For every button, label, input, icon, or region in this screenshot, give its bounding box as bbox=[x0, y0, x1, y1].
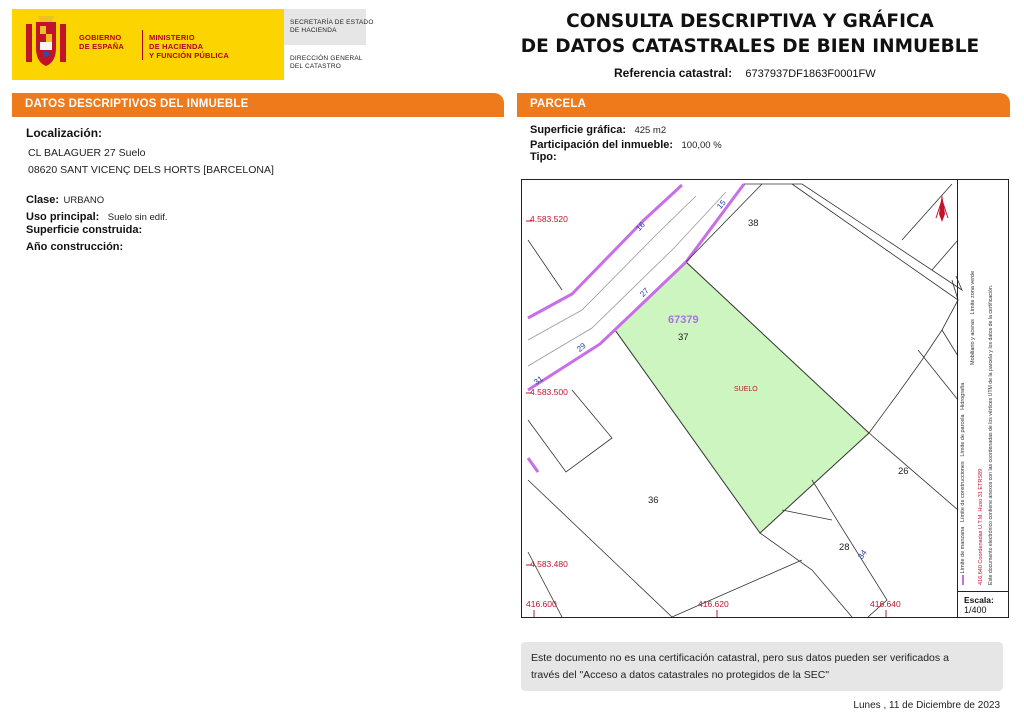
boundary-west3 bbox=[528, 240, 562, 290]
participacion-label: Participación del inmueble: bbox=[530, 139, 674, 151]
legend-text-col1 bbox=[960, 185, 970, 585]
reference-value: 6737937DF1863F0001FW bbox=[745, 68, 876, 80]
secretaria-name bbox=[290, 19, 374, 34]
page-title bbox=[500, 9, 1000, 59]
coat-of-arms-icon bbox=[22, 14, 70, 72]
localizacion-label: Localización: bbox=[26, 126, 103, 140]
clase-value: URBANO bbox=[63, 195, 105, 206]
uso-label: Uso principal: bbox=[26, 211, 100, 223]
legend-zona-verde: Límite zona verde bbox=[970, 270, 976, 315]
boundary-far-right2 bbox=[932, 240, 958, 270]
neighbor-28-label: 28 bbox=[839, 542, 850, 553]
boundary-28c bbox=[782, 510, 832, 520]
parcel-ref-label: 67379 bbox=[668, 314, 699, 326]
cadastral-map bbox=[521, 179, 1009, 618]
participacion-row bbox=[530, 135, 722, 153]
gov-line1: GOBIERNO bbox=[79, 33, 122, 42]
boundary-bottom bbox=[672, 560, 802, 617]
parcel-polygon bbox=[615, 262, 869, 533]
boundary-far-right4 bbox=[942, 330, 958, 356]
x-tick-label-mid: 416.620 bbox=[698, 599, 729, 609]
legend-parcela: Límite de parcela bbox=[960, 414, 966, 457]
legend-manzana-swatch bbox=[962, 575, 964, 585]
disclaimer-line2: través del "Acceso a datos catastrales no protegidos de la SEC" bbox=[531, 669, 830, 681]
gov-line2: DE ESPAÑA bbox=[79, 42, 125, 51]
legend-construcciones: Límite de construcciones bbox=[960, 461, 966, 523]
boundary-far-right3 bbox=[918, 350, 958, 400]
superficie-grafica-label: Superficie gráfica: bbox=[530, 124, 626, 136]
map-drawing bbox=[522, 180, 1008, 617]
disclaimer-box bbox=[521, 642, 1003, 691]
neighbor-38-label: 38 bbox=[748, 218, 759, 229]
parcela-underline bbox=[517, 115, 1010, 117]
scale-label: Escala: bbox=[964, 595, 994, 605]
clase-label: Clase: bbox=[26, 194, 60, 206]
ministry-line1: MINISTERIO bbox=[149, 33, 195, 42]
coordinates-note: 416,640 Coordenadas U.T.M. Huso 31 ETRS89 bbox=[978, 468, 984, 585]
anio-construccion-label: Año construcción: bbox=[26, 241, 124, 253]
address-line1: CL BALAGUER 27 Suelo bbox=[28, 147, 146, 159]
participacion-value: 100,00 % bbox=[681, 140, 722, 151]
title-line2: DE DATOS CATASTRALES DE BIEN INMUEBLE bbox=[520, 36, 980, 57]
y-tick-label-top: 4.583.520 bbox=[530, 214, 568, 224]
logo-divider bbox=[142, 30, 143, 60]
boundary-26 bbox=[869, 433, 958, 510]
x-tick-label-right: 416.640 bbox=[870, 599, 901, 609]
parcela-heading: PARCELA bbox=[517, 93, 1010, 115]
boundary-top-right bbox=[744, 184, 962, 290]
document-note: Este documento electrónico contiene anexos con las coordenadas de los vértices UTM de la parcela y los datos de la certificación. bbox=[988, 284, 994, 585]
direccion-line2: DEL CATASTRO bbox=[290, 62, 342, 70]
title-line1: CONSULTA DESCRIPTIVA Y GRÁFICA bbox=[566, 11, 934, 32]
address-line2: 08620 SANT VICENÇ DELS HORTS [BARCELONA] bbox=[28, 164, 274, 176]
boundary-west1 bbox=[528, 390, 612, 472]
street-number-31: 31 bbox=[532, 374, 545, 387]
y-tick-label-bottom: 4.583.480 bbox=[530, 559, 568, 569]
street-number-34: 34 bbox=[856, 548, 869, 561]
boundary-right bbox=[792, 184, 958, 300]
street-number-29: 29 bbox=[575, 341, 588, 354]
document-date: Lunes , 11 de Diciembre de 2023 bbox=[853, 700, 1000, 711]
boundary-east bbox=[869, 300, 958, 433]
scale-value: 1/400 bbox=[964, 605, 987, 615]
disclaimer-line1: Este documento no es una certificación catastral, pero sus datos pueden ser verificados a bbox=[531, 652, 949, 664]
uso-value: Suelo sin edif. bbox=[107, 212, 168, 223]
north-arrow-icon bbox=[936, 194, 948, 222]
legend-mobiliario: Mobiliario y aceras bbox=[970, 319, 976, 365]
disclaimer-text bbox=[521, 642, 1003, 684]
secretaria-line2: DE HACIENDA bbox=[290, 26, 337, 34]
reference-line bbox=[614, 66, 876, 80]
direccion-name bbox=[290, 55, 363, 70]
y-tick-label-mid: 4.583.500 bbox=[530, 387, 568, 397]
parcel-use-label: SUELO bbox=[734, 386, 758, 393]
descriptivos-underline bbox=[12, 115, 504, 117]
street-number-15: 15 bbox=[715, 198, 728, 211]
ministry-line2: DE HACIENDA bbox=[149, 42, 204, 51]
superficie-grafica-value: 425 m2 bbox=[634, 125, 667, 136]
superficie-construida-label: Superficie construida: bbox=[26, 224, 143, 236]
reference-label: Referencia catastral: bbox=[614, 66, 733, 80]
descriptivos-heading: DATOS DESCRIPTIVOS DEL INMUEBLE bbox=[12, 93, 504, 115]
government-name bbox=[79, 33, 124, 51]
neighbor-36-label: 36 bbox=[648, 495, 659, 506]
street-boundary-small bbox=[528, 458, 538, 472]
clase-row bbox=[26, 190, 104, 208]
secretaria-line1: SECRETARÍA DE ESTADO bbox=[290, 19, 374, 26]
ministry-name bbox=[149, 33, 229, 60]
direccion-line1: DIRECCIÓN GENERAL bbox=[290, 55, 363, 62]
scale-box bbox=[957, 591, 1008, 617]
uso-row bbox=[26, 207, 167, 225]
ministry-line3: Y FUNCIÓN PÚBLICA bbox=[149, 51, 229, 60]
tipo-label: Tipo: bbox=[530, 151, 557, 163]
legend-manzana: Límite de manzana bbox=[960, 526, 966, 574]
parcel-number-label: 37 bbox=[678, 332, 689, 343]
street-number-27: 27 bbox=[638, 286, 651, 299]
legend-hidrografia: Hidrografía bbox=[960, 382, 966, 410]
street-number-16: 16 bbox=[634, 220, 647, 233]
x-tick-label-left: 416.600 bbox=[526, 599, 557, 609]
neighbor-26-label: 26 bbox=[898, 466, 909, 477]
